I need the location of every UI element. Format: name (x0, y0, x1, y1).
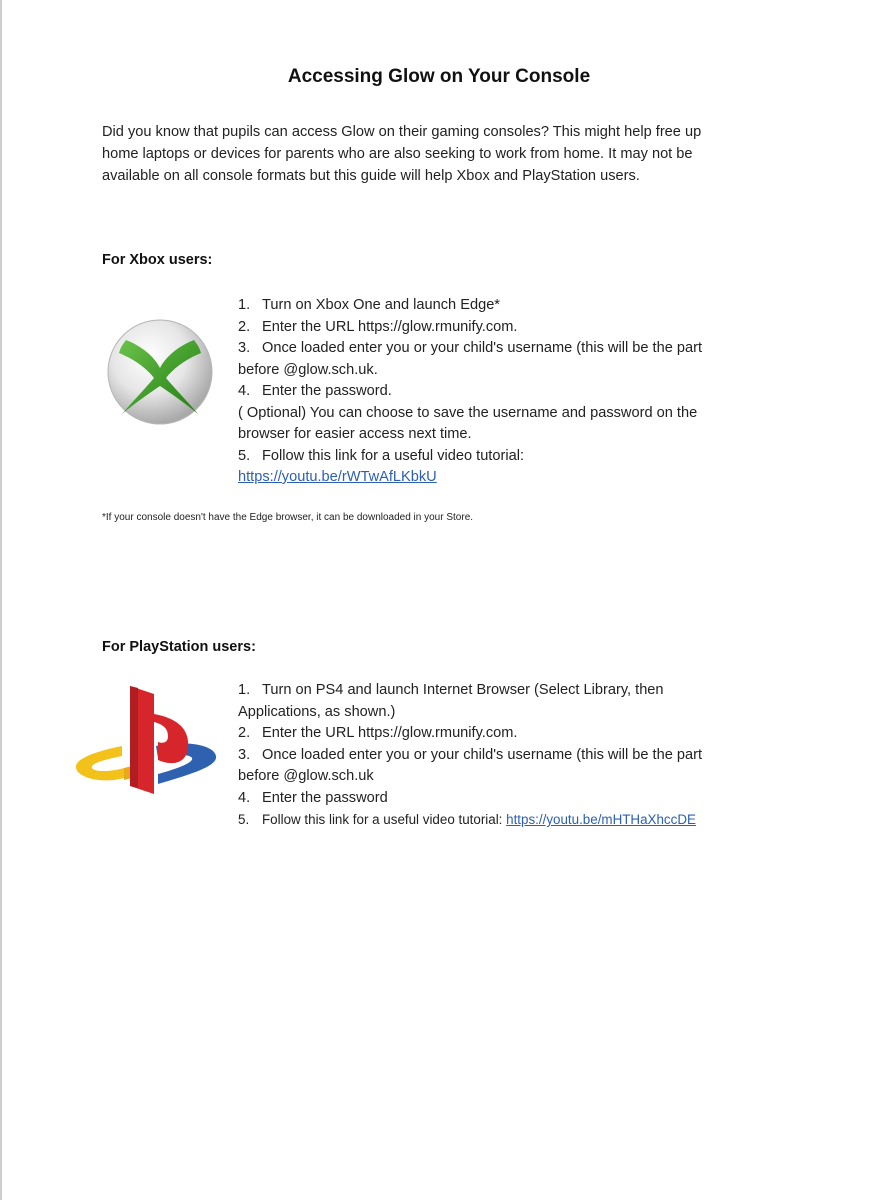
list-item: 1. Turn on PS4 and launch Internet Browser (Select Library, then (238, 682, 664, 698)
list-item: 5. Follow this link for a useful video tutorial: https://youtu.be/mHTHaXhccDE (238, 812, 696, 827)
xbox-section-heading: For Xbox users: (102, 252, 213, 268)
list-item: 4. Enter the password (238, 789, 388, 806)
xbox-steps-list (238, 295, 798, 489)
list-item (238, 467, 798, 489)
list-item: 2. Enter the URL https://glow.rmunify.com. (238, 318, 518, 335)
intro-line: home laptops or devices for parents who are also seeking to work from home. It may not be (102, 146, 693, 162)
playstation-section-heading: For PlayStation users: (102, 639, 256, 655)
list-item: 3. Once loaded enter you or your child's username (this will be the part (238, 340, 703, 356)
playstation-logo-icon (72, 682, 222, 800)
xbox-tutorial-link[interactable]: https://youtu.be/rWTwAfLKbkU (238, 469, 437, 485)
list-item: browser for easier access next time. (238, 426, 472, 442)
list-item: 4. Enter the password. (238, 383, 392, 399)
playstation-tutorial-link[interactable]: https://youtu.be/mHTHaXhccDE (506, 812, 696, 827)
intro-line: Did you know that pupils can access Glow on their gaming consoles? This might help free up (102, 124, 702, 140)
list-item: 1. Turn on Xbox One and launch Edge* (238, 297, 500, 313)
xbox-footnote: *If your console doesn't have the Edge browser, it can be downloaded in your Store. (102, 512, 474, 523)
intro-line: available on all console formats but this guide will help Xbox and PlayStation users. (102, 168, 640, 184)
list-item: ( Optional) You can choose to save the username and password on the (238, 404, 698, 421)
list-item: Applications, as shown.) (238, 703, 396, 720)
intro-paragraph (102, 121, 792, 187)
list-item: before @glow.sch.uk. (238, 361, 378, 378)
list-item: before @glow.sch.uk (238, 768, 374, 784)
document-title: Accessing Glow on Your Console (287, 66, 591, 87)
xbox-logo-icon (106, 318, 214, 426)
list-item: 2. Enter the URL https://glow.rmunify.com. (238, 725, 518, 741)
list-item: 5. Follow this link for a useful video tutorial: (238, 447, 524, 464)
list-item: 3. Once loaded enter you or your child's username (this will be the part (238, 746, 703, 763)
playstation-steps-list (238, 680, 798, 831)
